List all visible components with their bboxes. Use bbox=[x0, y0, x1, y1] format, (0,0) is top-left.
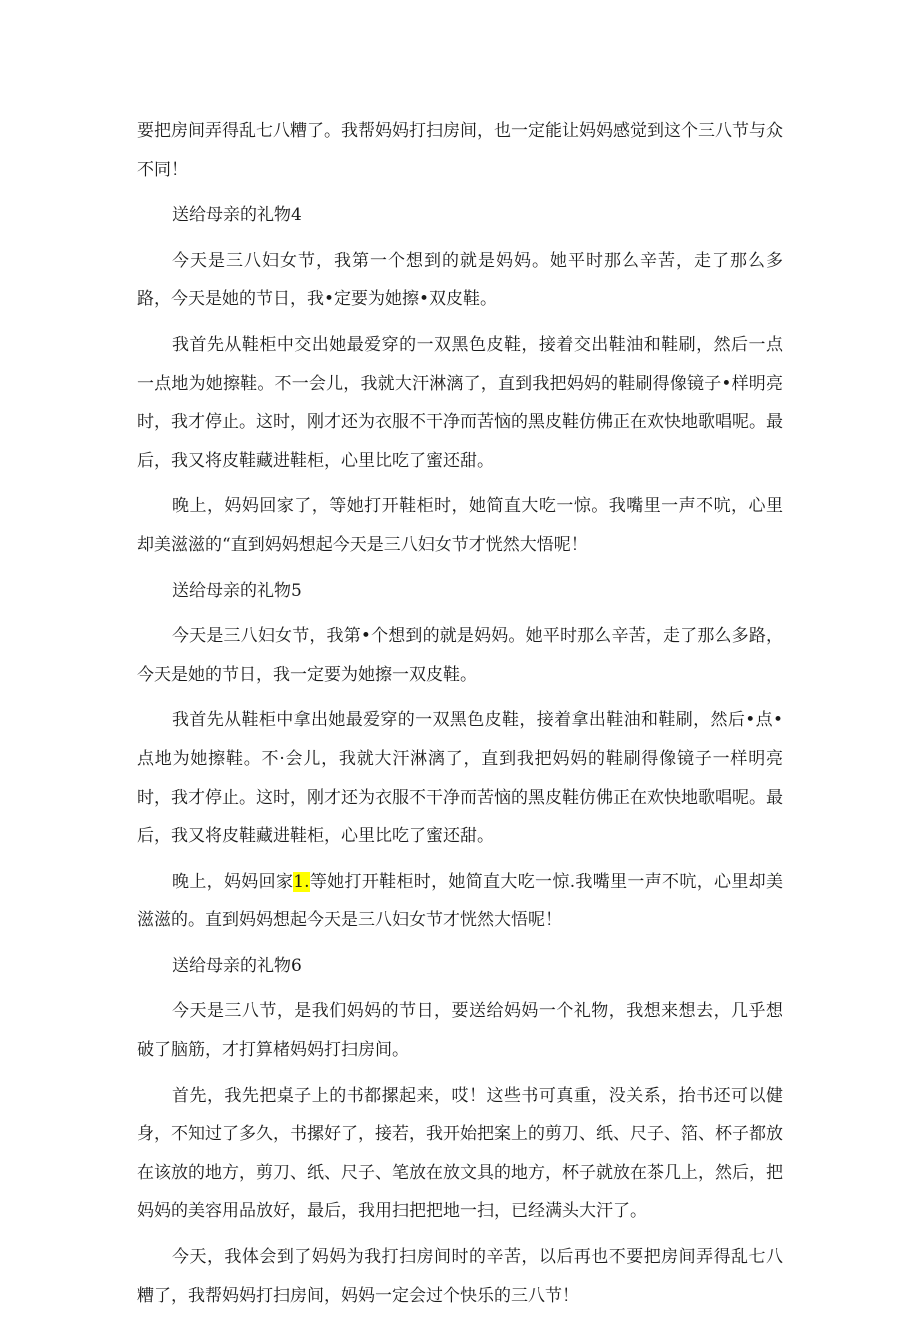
paragraph-text: 等她打开鞋柜时，她简直大吃一惊.我嘴里一声不吭，心里却美滋滋的。直到妈妈想起今天是三八妇女节才恍然大悟呢！ bbox=[137, 871, 784, 931]
document-body bbox=[137, 112, 783, 1322]
paragraph: 我首先从鞋柜中拿出她最爱穿的一双黑色皮鞋，接着拿出鞋油和鞋刷，然后•点•点地为她擦鞋。不·会儿，我就大汗淋漓了，直到我把妈妈的鞋刷得像镜子一样明亮时，我才停止。这时，刚才还为衣服不干净而苦恼的黑皮鞋仿佛正在欢快地歌唱呢。最后，我又将皮鞋藏进鞋柜，心里比吃了蜜还甜。 bbox=[137, 710, 783, 847]
paragraph: 今天是三八节，是我们妈妈的节日，要送给妈妈一个礼物，我想来想去，几乎想破了脑筋，才打算楮妈妈打扫房间。 bbox=[137, 1001, 783, 1061]
paragraph: 今天是三八妇女节，我第•个想到的就是妈妈。她平时那么辛苦，走了那么多路，今天是她的节日，我一定要为她擦一双皮鞋。 bbox=[137, 626, 783, 685]
paragraph-continuation: 要把房间弄得乱七八糟了。我帮妈妈打扫房间，也一定能让妈妈感觉到这个三八节与众不同！ bbox=[137, 121, 783, 180]
paragraph: 今天是三八妇女节，我第一个想到的就是妈妈。她平时那么辛苦，走了那么多路，今天是她的节日，我•定要为她擦•双皮鞋。 bbox=[137, 250, 783, 310]
section-heading-6: 送给母亲的礼物6 bbox=[172, 955, 302, 976]
paragraph-text: 晚上，妈妈回家 bbox=[172, 871, 294, 892]
paragraph: 首先，我先把桌子上的书都摞起来，哎！这些书可真重，没关系，抬书还可以健身，不知过了多久，书摞好了，接若，我开始把案上的剪刀、纸、尺子、箔、杯子都放在该放的地方，剪刀、纸、尺子、笔放在放文具的地方，杯子就放在茶几上，然后，把妈妈的美容用品放好，最后，我用扫把把地一扫，已经满头大汗了。 bbox=[137, 1085, 783, 1222]
paragraph: 晚上，妈妈回家了，等她打开鞋柜时，她简直大吃一惊。我嘴里一声不吭，心里却美滋滋的“直到妈妈想起今天是三八妇女节才恍然大悟呢！ bbox=[137, 496, 783, 555]
highlighted-text: 1. bbox=[293, 871, 310, 892]
section-heading-5: 送给母亲的礼物5 bbox=[172, 580, 302, 601]
section-heading-4: 送给母亲的礼物4 bbox=[172, 205, 302, 226]
paragraph-with-highlight bbox=[137, 863, 783, 940]
paragraph: 我首先从鞋柜中交出她最爱穿的一双黑色皮鞋，接着交出鞋油和鞋刷，然后一点一点地为她擦鞋。不一会儿，我就大汗淋漓了，直到我把妈妈的鞋刷得像镜子•样明亮时，我才停止。这时，刚才还为衣服不干净而苦恼的黑皮鞋仿佛正在欢快地歌唱呢。最后，我又将皮鞋藏进鞋柜，心里比吃了蜜还甜。 bbox=[137, 334, 783, 471]
paragraph: 今天，我体会到了妈妈为我打扫房间时的辛苦，以后再也不要把房间弄得乱七八糟了，我帮妈妈打扫房间，妈妈一定会过个快乐的三八节！ bbox=[137, 1247, 783, 1306]
